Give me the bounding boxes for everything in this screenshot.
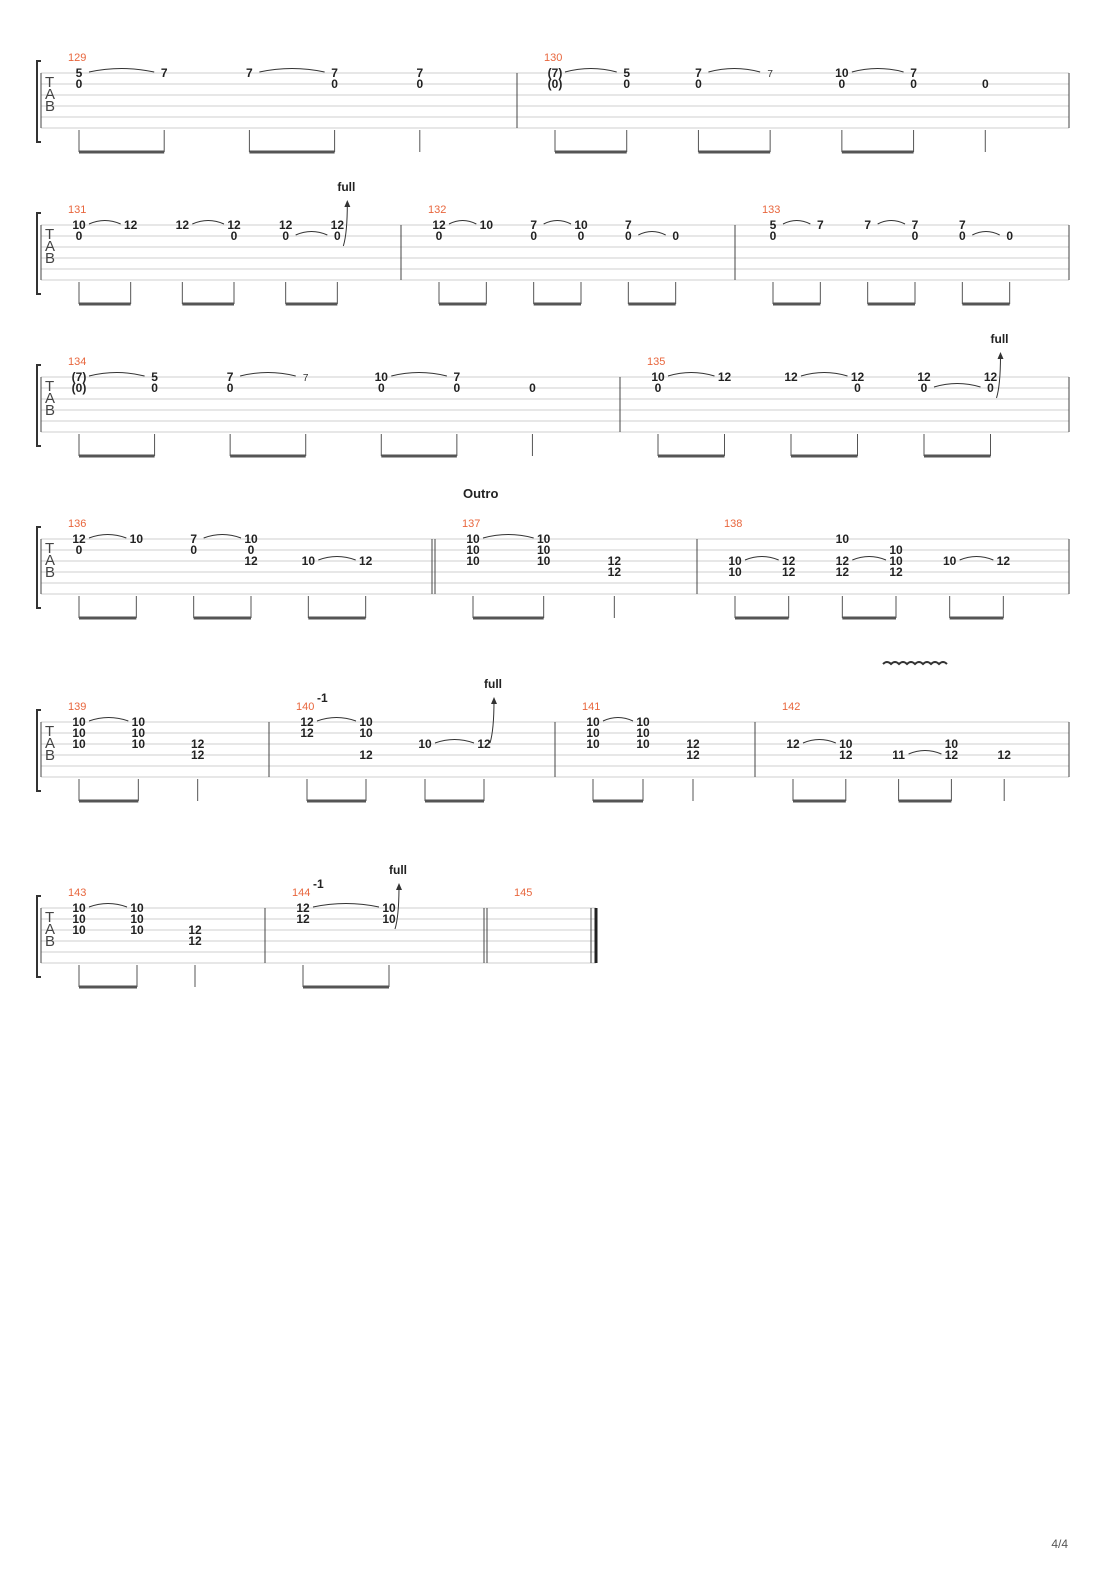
- fret-number: 10: [72, 218, 86, 232]
- fret-number: 0: [654, 381, 662, 395]
- tie-arc: [852, 69, 904, 73]
- fret-number: 12: [358, 554, 373, 568]
- fret-number: 0: [282, 229, 290, 243]
- fret-number: 10: [728, 554, 742, 568]
- fret-number: 12: [72, 532, 86, 546]
- fret-number: 12: [983, 370, 998, 384]
- fret-number: 10: [72, 923, 86, 937]
- fret-number: 12: [359, 748, 373, 762]
- fret-number: 12: [190, 737, 205, 751]
- tie-arc: [783, 221, 810, 225]
- bend-label: full: [990, 332, 1009, 346]
- fret-number: 10: [728, 565, 742, 579]
- fret-number: 0: [987, 381, 994, 395]
- measure-number: 136: [68, 518, 87, 530]
- bend-release-label: -1: [313, 877, 324, 891]
- bend-release-label: -1: [317, 691, 328, 705]
- fret-number: 12: [607, 565, 622, 579]
- fret-number: 0: [838, 77, 846, 91]
- fret-number: 12: [717, 370, 732, 384]
- fret-number: (0): [71, 381, 87, 395]
- tie-arc: [708, 69, 760, 73]
- fret-number: 7: [530, 218, 538, 232]
- fret-number: 7: [302, 373, 309, 384]
- fret-number: 10: [636, 715, 650, 729]
- system-bracket: [37, 896, 41, 977]
- tie-arc: [435, 740, 474, 744]
- fret-number: 0: [377, 381, 385, 395]
- fret-number: 12: [123, 218, 138, 232]
- fret-number: 7: [416, 66, 424, 80]
- fret-number: 0: [453, 381, 461, 395]
- tie-arc: [89, 221, 121, 225]
- measure-number: 145: [514, 887, 533, 899]
- fret-number: 10: [131, 726, 146, 740]
- tie-arc: [313, 904, 379, 908]
- fret-number: 10: [586, 737, 600, 751]
- measure-number: 129: [68, 52, 87, 64]
- tab-clef-letter: A: [45, 552, 56, 569]
- fret-number: 12: [850, 370, 865, 384]
- fret-number: 7: [767, 69, 773, 80]
- fret-number: 12: [296, 901, 310, 915]
- bend-arrow-head: [396, 883, 402, 890]
- fret-number: 7: [453, 370, 461, 384]
- bend-label: full: [337, 180, 356, 194]
- measure-number: 130: [544, 52, 563, 64]
- fret-number: 5: [769, 218, 777, 232]
- tie-arc: [745, 557, 779, 561]
- fret-number: 12: [188, 923, 202, 937]
- system-bracket: [37, 710, 41, 791]
- fret-number: 0: [529, 381, 536, 395]
- tab-clef-letter: T: [45, 378, 55, 395]
- fret-number: 10: [244, 532, 258, 546]
- measure-number: 141: [582, 701, 601, 713]
- fret-number: 10: [466, 532, 480, 546]
- fret-number: 12: [839, 748, 853, 762]
- tab-clef-letter: A: [45, 86, 56, 103]
- fret-number: 12: [781, 565, 796, 579]
- fret-number: 7: [816, 218, 824, 232]
- fret-number: 0: [75, 543, 83, 557]
- fret-number: 12: [835, 554, 850, 568]
- tie-arc: [89, 718, 128, 722]
- fret-number: 0: [695, 77, 702, 91]
- fret-number: 12: [835, 565, 850, 579]
- measure-number: 140: [296, 701, 315, 713]
- tie-arc: [603, 718, 633, 722]
- fret-number: 11: [892, 748, 905, 762]
- tie-arc: [318, 557, 355, 561]
- fret-number: 10: [586, 726, 600, 740]
- fret-number: 12: [607, 554, 622, 568]
- tie-arc: [668, 373, 715, 377]
- fret-number: 12: [686, 737, 700, 751]
- fret-number: 10: [889, 543, 903, 557]
- tie-arc: [909, 751, 942, 755]
- fret-number: 0: [910, 77, 917, 91]
- system-bracket: [37, 61, 41, 142]
- fret-number: 7: [911, 218, 919, 232]
- fret-number: 0: [190, 543, 198, 557]
- fret-number: 7: [226, 370, 234, 384]
- fret-number: 10: [374, 370, 388, 384]
- fret-number: 10: [130, 923, 144, 937]
- fret-number: (0): [547, 77, 563, 91]
- fret-number: (7): [71, 370, 87, 384]
- fret-number: 5: [623, 66, 631, 80]
- tab-clef-letter: T: [45, 723, 55, 740]
- fret-number: 0: [981, 77, 989, 91]
- tie-arc: [483, 535, 534, 539]
- fret-number: 7: [958, 218, 966, 232]
- fret-number: 10: [129, 532, 144, 546]
- fret-number: 10: [131, 715, 146, 729]
- measure-number: 135: [647, 356, 666, 368]
- bend-arrow-head: [491, 697, 497, 704]
- fret-number: 12: [175, 218, 190, 232]
- measure-number: 131: [68, 204, 87, 216]
- fret-number: 12: [296, 912, 310, 926]
- bend-arrow-head: [344, 200, 350, 207]
- tie-arc: [317, 718, 356, 722]
- tab-clef-letter: T: [45, 909, 55, 926]
- fret-number: 12: [944, 748, 959, 762]
- tab-clef-letter: A: [45, 735, 56, 752]
- tie-arc: [240, 373, 296, 377]
- fret-number: 10: [301, 554, 316, 568]
- fret-number: 10: [359, 715, 373, 729]
- tab-clef-letter: A: [45, 921, 56, 938]
- fret-number: 0: [911, 229, 919, 243]
- fret-number: 10: [944, 737, 959, 751]
- fret-number: 12: [784, 370, 798, 384]
- fret-number: 12: [889, 565, 903, 579]
- measure-number: 142: [782, 701, 801, 713]
- fret-number: 10: [466, 543, 480, 557]
- fret-number: 12: [781, 554, 796, 568]
- fret-number: 7: [331, 66, 338, 80]
- fret-number: 0: [75, 229, 83, 243]
- fret-number: 10: [130, 901, 144, 915]
- fret-number: 12: [996, 554, 1011, 568]
- tie-arc: [638, 232, 665, 236]
- vibrato-mark: [883, 662, 947, 664]
- tie-arc: [89, 69, 154, 73]
- measure-number: 144: [292, 887, 311, 899]
- fret-number: 7: [695, 66, 702, 80]
- measure-number: 133: [762, 204, 781, 216]
- fret-number: 10: [72, 912, 86, 926]
- tab-clef-letter: B: [45, 747, 56, 764]
- fret-number: 0: [1006, 229, 1014, 243]
- measure-number: 134: [68, 356, 87, 368]
- fret-number: 0: [769, 229, 777, 243]
- fret-number: 10: [418, 737, 432, 751]
- system-bracket: [37, 365, 41, 446]
- fret-number: 0: [623, 77, 631, 91]
- fret-number: 0: [920, 381, 928, 395]
- fret-number: 0: [958, 229, 966, 243]
- fret-number: 7: [864, 218, 872, 232]
- fret-number: 10: [72, 715, 86, 729]
- bend-label: full: [484, 677, 502, 691]
- fret-number: 12: [300, 726, 314, 740]
- tab-clef-letter: B: [45, 98, 56, 115]
- fret-number: 12: [432, 218, 446, 232]
- tie-arc: [544, 221, 571, 225]
- fret-number: 10: [72, 901, 86, 915]
- fret-number: 12: [227, 218, 241, 232]
- fret-number: 0: [333, 229, 341, 243]
- tie-arc: [192, 221, 224, 225]
- fret-number: 10: [835, 66, 849, 80]
- fret-number: 12: [330, 218, 345, 232]
- tie-arc: [934, 384, 981, 388]
- fret-number: 10: [479, 218, 494, 232]
- tie-arc: [259, 69, 324, 73]
- fret-number: 10: [359, 726, 373, 740]
- page-number: 4/4: [1051, 1537, 1068, 1551]
- fret-number: 7: [190, 532, 198, 546]
- fret-number: 5: [151, 370, 158, 384]
- fret-number: 10: [131, 737, 146, 751]
- fret-number: 12: [917, 370, 931, 384]
- tab-clef-letter: T: [45, 540, 55, 557]
- fret-number: 7: [246, 66, 253, 80]
- tab-clef-letter: A: [45, 238, 56, 255]
- tie-arc: [852, 557, 886, 561]
- tab-clef-letter: B: [45, 250, 56, 267]
- tie-arc: [972, 232, 999, 236]
- fret-number: 0: [230, 229, 238, 243]
- tab-clef-letter: T: [45, 74, 55, 91]
- measure-number: 138: [724, 518, 743, 530]
- tie-arc: [296, 232, 328, 236]
- fret-number: 12: [477, 737, 491, 751]
- fret-number: 0: [331, 77, 338, 91]
- tie-arc: [878, 221, 905, 225]
- fret-number: 10: [889, 554, 903, 568]
- fret-number: 10: [382, 901, 396, 915]
- system-bracket: [37, 527, 41, 608]
- measure-number: 132: [428, 204, 447, 216]
- fret-number: 7: [624, 218, 632, 232]
- measure-number: 137: [462, 518, 481, 530]
- tab-clef-letter: B: [45, 933, 56, 950]
- bend-arrow-head: [998, 352, 1004, 359]
- tab-clef-letter: A: [45, 390, 56, 407]
- tie-arc: [803, 740, 836, 744]
- fret-number: 0: [416, 77, 424, 91]
- fret-number: 10: [536, 543, 551, 557]
- fret-number: 10: [636, 726, 650, 740]
- tie-arc: [89, 535, 126, 539]
- tie-arc: [960, 557, 994, 561]
- fret-number: 10: [636, 737, 650, 751]
- section-label: Outro: [463, 486, 499, 501]
- fret-number: 10: [382, 912, 396, 926]
- fret-number: 12: [786, 737, 800, 751]
- fret-number: 7: [910, 66, 917, 80]
- fret-number: 0: [226, 381, 234, 395]
- fret-number: 0: [530, 229, 538, 243]
- bend-label: full: [389, 863, 407, 877]
- fret-number: 10: [942, 554, 957, 568]
- measure-number: 139: [68, 701, 87, 713]
- fret-number: 10: [536, 554, 551, 568]
- fret-number: 10: [72, 726, 86, 740]
- tab-clef-letter: B: [45, 564, 56, 581]
- measure-number: 143: [68, 887, 87, 899]
- tie-arc: [89, 373, 145, 377]
- fret-number: 12: [300, 715, 314, 729]
- fret-number: 0: [672, 229, 680, 243]
- fret-number: 12: [244, 554, 258, 568]
- fret-number: 10: [130, 912, 144, 926]
- tie-arc: [204, 535, 241, 539]
- fret-number: 10: [839, 737, 853, 751]
- fret-number: (7): [547, 66, 563, 80]
- tie-arc: [391, 373, 447, 377]
- fret-number: 12: [686, 748, 700, 762]
- fret-number: 0: [624, 229, 632, 243]
- system-bracket: [37, 213, 41, 294]
- fret-number: 0: [247, 543, 255, 557]
- tie-arc: [565, 69, 617, 73]
- tie-arc: [449, 221, 476, 225]
- tab-clef-letter: B: [45, 402, 56, 419]
- tab-clef-letter: T: [45, 226, 55, 243]
- fret-number: 0: [854, 381, 861, 395]
- tie-arc: [801, 373, 848, 377]
- fret-number: 5: [75, 66, 83, 80]
- fret-number: 10: [651, 370, 665, 384]
- fret-number: 0: [75, 77, 83, 91]
- fret-number: 7: [160, 66, 168, 80]
- fret-number: 0: [577, 229, 585, 243]
- fret-number: 12: [997, 748, 1011, 762]
- tie-arc: [89, 904, 127, 908]
- fret-number: 0: [151, 381, 158, 395]
- fret-number: 12: [188, 934, 202, 948]
- fret-number: 0: [435, 229, 443, 243]
- fret-number: 12: [190, 748, 205, 762]
- fret-number: 10: [536, 532, 551, 546]
- fret-number: 10: [72, 737, 86, 751]
- fret-number: 10: [466, 554, 480, 568]
- fret-number: 10: [574, 218, 588, 232]
- fret-number: 10: [586, 715, 600, 729]
- fret-number: 10: [835, 532, 850, 546]
- fret-number: 12: [278, 218, 293, 232]
